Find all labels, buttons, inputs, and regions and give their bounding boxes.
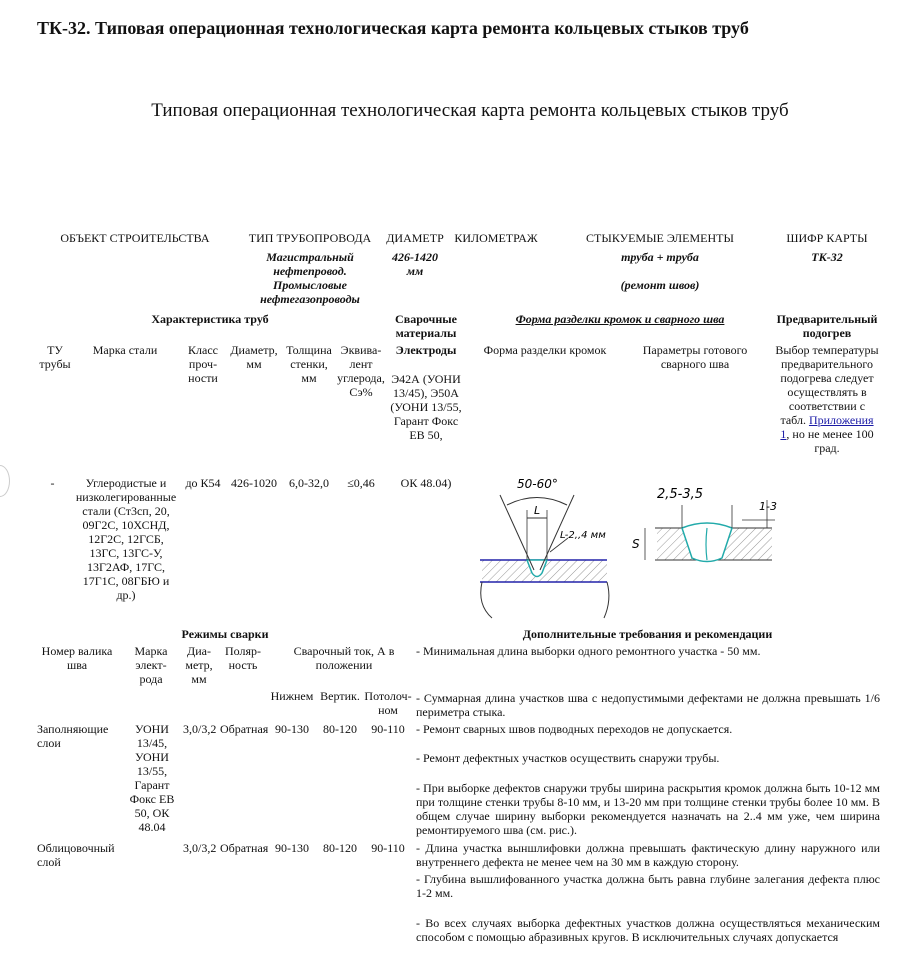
angle-label: 50-60° xyxy=(517,477,558,491)
preheat-header: Предварительный подогрев xyxy=(776,312,878,340)
col-bead: Номер валика шва xyxy=(41,644,113,672)
preheat-text: Выбор температуры предварительного подогрева следует осуществлять в соответствии с табл. Приложения 1, но не менее 100 град. xyxy=(775,343,879,455)
col-params: Параметры готового сварного шва xyxy=(642,343,748,371)
col-mode-diam: Диа-метр, мм xyxy=(185,644,213,686)
mode-row-2-vert: 80-120 xyxy=(323,841,357,855)
row-class: до К54 xyxy=(185,476,221,490)
page-title: ТК-32. Типовая операционная технологическая карта ремонта кольцевых стыков труб xyxy=(37,18,749,38)
pipe-type-label: ТИП ТРУБОПРОВОДА xyxy=(248,231,372,245)
code-label: ШИФР КАРТЫ xyxy=(786,231,868,245)
mode-row-2-low: 90-130 xyxy=(275,841,309,855)
appendix-link[interactable]: Приложения 1 xyxy=(780,413,874,441)
extra-title: Дополнительные требования и рекомендации xyxy=(522,627,773,641)
groove-form-figure xyxy=(472,470,617,620)
pipe-char-header: Характеристика труб xyxy=(151,312,269,326)
elements-value: труба + труба xyxy=(621,250,699,264)
mode-row-1-low: 90-130 xyxy=(275,722,309,736)
row-equiv: ≤0,46 xyxy=(347,476,375,490)
mode-row-2-bead: Облицовочный слой xyxy=(37,841,115,869)
row-tu: - xyxy=(50,476,55,490)
col-diam: Диаметр, мм xyxy=(230,343,278,371)
col-electrodes: Электроды xyxy=(395,343,457,357)
mode-row-2-diam: 3,0/3,2 xyxy=(183,841,217,855)
mode-row-2-ceil: 90-110 xyxy=(371,841,405,855)
pos-ceil: Потолоч-ном xyxy=(364,689,412,717)
col-equiv: Эквива-лент углерода, Сэ% xyxy=(337,343,385,399)
extra-p4: - Ремонт дефектных участков осуществить снаружи трубы. xyxy=(416,751,720,765)
mode-row-1-diam: 3,0/3,2 xyxy=(183,722,217,736)
groove-form-header: Форма разделки кромок и сварного шва xyxy=(515,312,725,326)
mode-row-2-pol: Обратная xyxy=(220,841,269,855)
elements-label: СТЫКУЕМЫЕ ЭЛЕМЕНТЫ xyxy=(586,231,734,245)
col-class: Класс проч-ности xyxy=(188,343,218,385)
document-title: Типовая операционная технологическая карта ремонта кольцевых стыков труб xyxy=(151,100,789,121)
extra-p5: - При выборке дефектов снаружи трубы ширина раскрытия кромок должна быть 10-12 мм при толщине стенки трубы 8-10 мм, и 13-20 мм при толщине стенки трубы более 10 мм. В общем случае ширину выборки рекомендуется назначать на 2..4 мм уже, чем ширина ремонтируемого шва (см. рис.). xyxy=(416,781,880,837)
col-current: Сварочный ток, А в положении xyxy=(293,644,395,672)
extra-p3: - Ремонт сварных швов подводных переходов не допускается. xyxy=(416,722,733,736)
modes-title: Режимы сварки xyxy=(181,627,269,641)
mode-row-1-vert: 80-120 xyxy=(323,722,357,736)
elements-note: (ремонт швов) xyxy=(620,278,700,292)
pos-low: Нижнем xyxy=(270,689,314,703)
row-diam: 426-1020 xyxy=(231,476,277,490)
diameter-value: 426-1420 мм xyxy=(392,250,438,278)
electrodes-text: Э42А (УОНИ 13/45), Э50А (УОНИ 13/55, Гарант Фокс ЕВ 50, xyxy=(390,372,462,442)
row-electrodes: ОК 48.04) xyxy=(400,476,452,490)
col-tu: ТУ трубы xyxy=(39,343,71,371)
mode-row-1-brand: УОНИ 13/45, УОНИ 13/55, Гарант Фокс ЕВ 50, ОК 48.04 xyxy=(129,722,175,834)
km-label: КИЛОМЕТРАЖ xyxy=(454,231,538,245)
pipe-type-value: Магистральный нефтепровод. Промысловые нефтегазопроводы xyxy=(260,250,360,306)
extra-p6: - Длина участка выншлифовки должна превышать фактическую длину наружного или внутреннего дефекта не менее чем на 30 мм в каждую сторону. xyxy=(416,841,880,869)
row-steel: Углеродистые и низколегированные стали (Ст3сп, 20, 09Г2С, 10ХСНД, 12Г2С, 12ГСБ, 13ГС, 13ГС-У, 13Г2АФ, 17ГС, 17Г1С, 08ГБЮ и др.) xyxy=(75,476,177,602)
weld-materials-header: Сварочные материалы xyxy=(395,312,457,340)
mode-row-1-pol: Обратная xyxy=(220,722,269,736)
extra-p2: - Суммарная длина участков шва с недопустимыми дефектами не должна превышать 1/6 периметра стыка. xyxy=(416,691,880,719)
height-label: 1-3 xyxy=(759,500,777,513)
code-value: ТК-32 xyxy=(811,250,843,264)
col-pol: Поляр-ность xyxy=(224,644,261,672)
mode-row-1-ceil: 90-110 xyxy=(371,722,405,736)
object-label: ОБЪЕКТ СТРОИТЕЛЬСТВА xyxy=(60,231,210,245)
col-thick: Толщина стенки, мм xyxy=(286,343,332,385)
pos-vert: Вертик. xyxy=(320,689,360,703)
diameter-label: ДИАМЕТР xyxy=(386,231,444,245)
row-thick: 6,0-32,0 xyxy=(289,476,329,490)
scroll-edge-indicator xyxy=(0,465,10,497)
s-label: S xyxy=(632,537,640,551)
extra-p8: - Во всех случаях выборка дефектных участков должна осуществляться механическим способом с помощью абразивных кругов. В исключительных случаях допускается xyxy=(416,916,880,944)
col-steel: Марка стали xyxy=(92,343,158,357)
l-label: L xyxy=(534,504,541,517)
weld-params-figure xyxy=(627,470,777,580)
col-brand: Марка элект-рода xyxy=(134,644,168,686)
col-groove: Форма разделки кромок xyxy=(483,343,607,357)
extra-p7: - Глубина вышлифованного участка должна быть равна глубине залегания дефекта плюс 1-2 мм. xyxy=(416,872,880,900)
l-range-label: L-2,,4 мм xyxy=(560,530,606,541)
width-label: 2,5-3,5 xyxy=(657,487,704,502)
mode-row-1-bead: Заполняющие слои xyxy=(37,722,109,750)
extra-p1: - Минимальная длина выборки одного ремонтного участка - 50 мм. xyxy=(416,644,761,658)
